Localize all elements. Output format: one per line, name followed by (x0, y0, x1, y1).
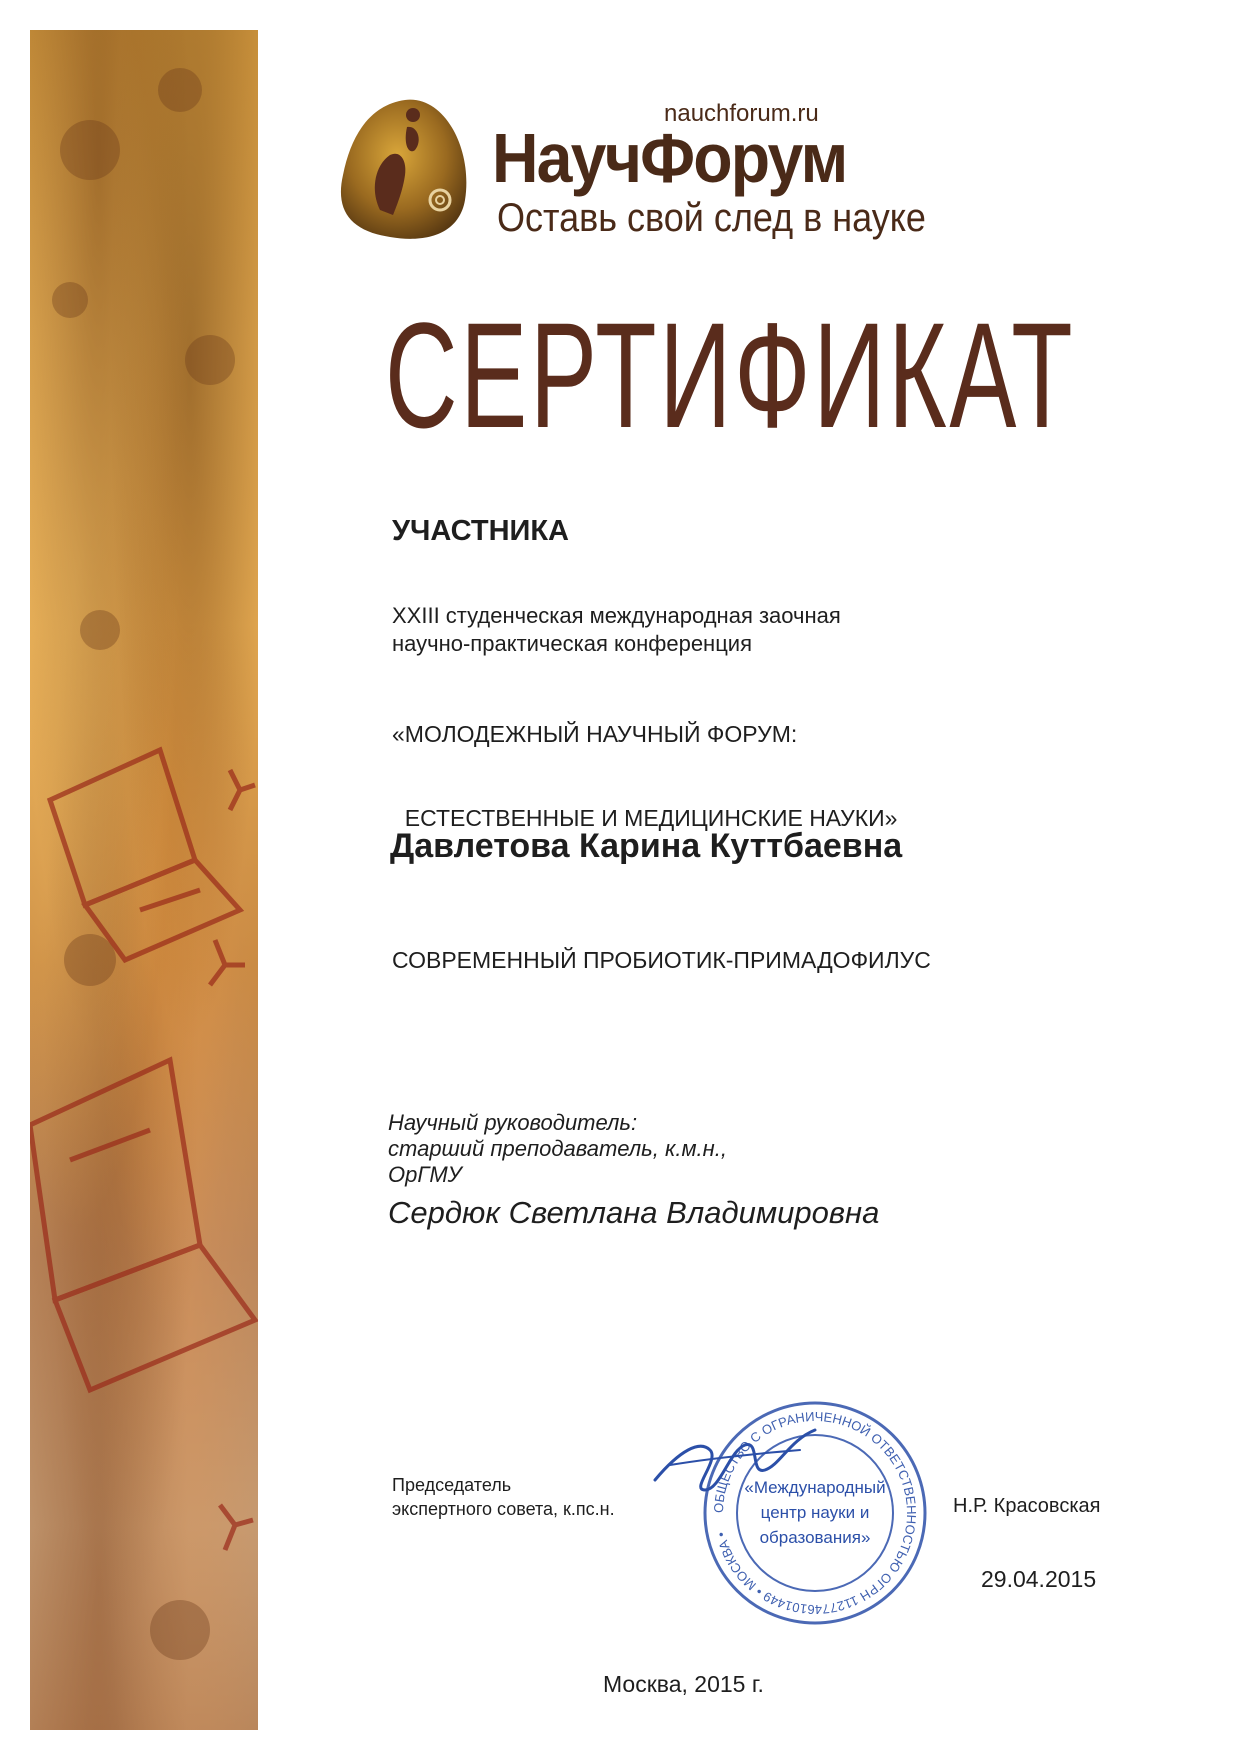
supervisor-line: старший преподаватель, к.м.н., (388, 1136, 728, 1161)
signature-icon (650, 1420, 820, 1510)
issue-city: Москва, 2015 г. (603, 1671, 764, 1697)
logo-slogan: Оставь свой след в науке (497, 196, 926, 240)
logo-url: nauchforum.ru (664, 100, 819, 127)
certificate-subtitle: УЧАСТНИКА (392, 515, 570, 547)
chair-name: Н.Р. Красовская (953, 1495, 1101, 1517)
supervisor-line: Научный руководитель: (388, 1110, 638, 1135)
chair-title (392, 1473, 615, 1521)
chair-line: Председатель (392, 1475, 512, 1495)
stamp-center-line: образования» (759, 1528, 871, 1547)
paper-topic: СОВРЕМЕННЫЙ ПРОБИОТИК-ПРИМАДОФИЛУС (392, 947, 931, 973)
conference-name-line: «МОЛОДЕЖНЫЙ НАУЧНЫЙ ФОРУМ: (392, 721, 798, 747)
supervisor-line: ОрГМУ (388, 1162, 462, 1187)
supervisor-name: Сердюк Светлана Владимировна (388, 1195, 880, 1230)
conference-line: XXIII студенческая международная заочная (392, 603, 841, 628)
conference-description (392, 602, 841, 658)
stamp-ring-text: ОБЩЕСТВО С ОГРАНИЧЕННОЙ ОТВЕТСТВЕННОСТЬЮ ОГРН 1127746101449 • МОСКВА • (710, 1408, 920, 1618)
rock-art-drawings (30, 30, 258, 1730)
logo-name: НаучФорум (492, 119, 847, 197)
chair-line: экспертного совета, к.пс.н. (392, 1499, 615, 1519)
decorative-side-band (30, 30, 258, 1730)
certificate-title: СЕРТИФИКАТ (385, 291, 1076, 459)
participant-name: Давлетова Карина Куттбаевна (390, 827, 903, 865)
stamp-center-line: центр науки и (760, 1503, 870, 1522)
conference-name-line: ЕСТЕСТВЕННЫЕ И МЕДИЦИНСКИЕ НАУКИ» (392, 805, 898, 831)
footprint-logo-icon (335, 95, 475, 245)
issue-date: 29.04.2015 (981, 1566, 1097, 1592)
stamp-center-line: «Международный (744, 1478, 886, 1497)
conference-line: научно-практическая конференция (392, 631, 753, 656)
supervisor-info (388, 1110, 727, 1188)
